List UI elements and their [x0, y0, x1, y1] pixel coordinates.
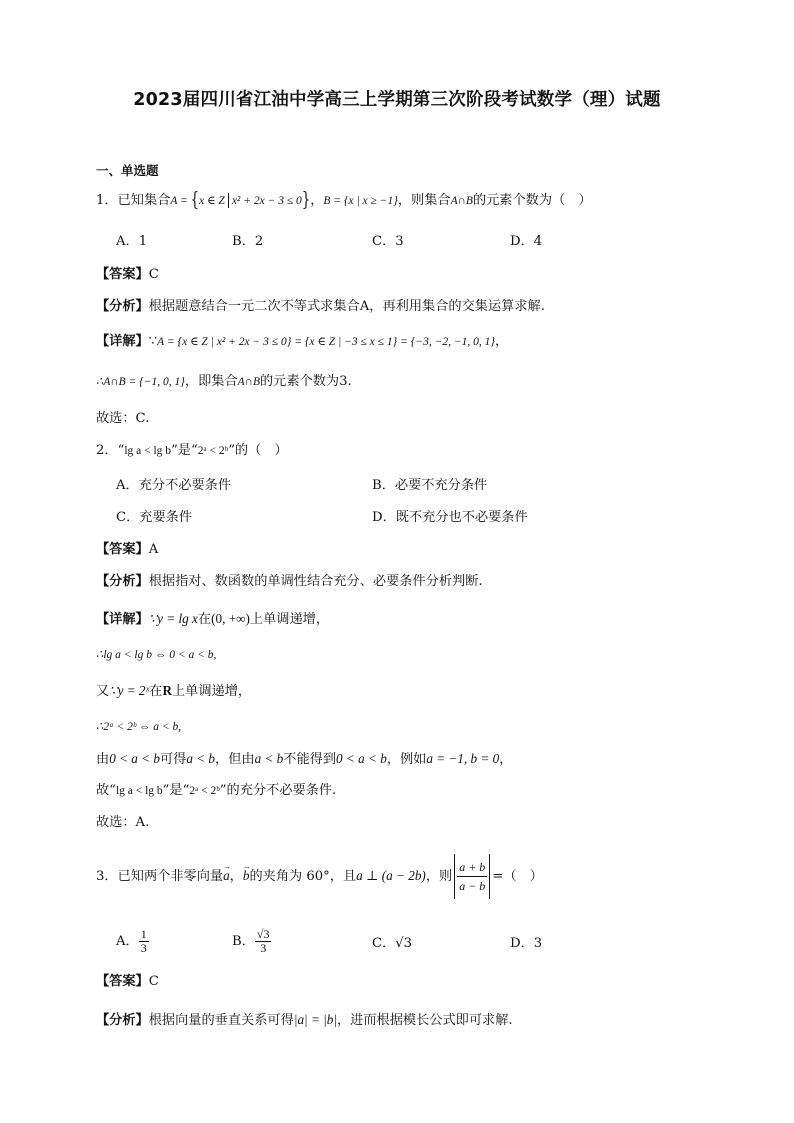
- q3-vec-b: → b: [243, 846, 250, 906]
- q3-analysis-a: 根据向量的垂直关系可得: [148, 1013, 294, 1028]
- q2-answer-value: A: [148, 542, 159, 557]
- q2-option-a: A．充分不必要条件: [116, 478, 232, 493]
- q3-optA-den: 3: [140, 941, 147, 955]
- detail-tag: 【详解】: [96, 612, 149, 627]
- q2-d5-e: ，例如: [386, 752, 427, 767]
- q2-d3-math: ∵y = 2ˣ: [109, 683, 150, 698]
- q1-line2-tail: 的元素个数为3.: [260, 374, 352, 389]
- q2-detail-3: [96, 682, 251, 701]
- q3-analysis-math: |a| = |b|: [293, 1012, 337, 1027]
- q2-cond1: lg a < lg b: [124, 445, 172, 457]
- q1-option-a: A．1: [116, 234, 148, 249]
- q2-d5-m2: a < b: [186, 751, 216, 766]
- q2-choose: 故选：A.: [96, 815, 150, 830]
- q2-d1-text: 在: [197, 612, 212, 627]
- q1-answer-value: C: [148, 267, 159, 282]
- q2-mid: ”是“: [171, 443, 198, 458]
- q2-detail-4: [96, 718, 181, 736]
- q1-option-c: C．3: [372, 234, 404, 249]
- q1-tail2: 的元素个数为（ ）: [472, 193, 592, 208]
- q1-option-d: D．4: [510, 234, 543, 249]
- q2-d5-m4: 0 < a < b: [336, 751, 387, 766]
- q2-d5-f: ，: [499, 752, 513, 767]
- q3-option-a-label: A．: [116, 934, 139, 949]
- q1-answer: [96, 266, 159, 284]
- brace-icon: }: [301, 189, 311, 212]
- q3-answer: [96, 973, 159, 991]
- q2-option-c: C．充要条件: [116, 510, 193, 525]
- q2-d1-interval: (0, +∞): [211, 611, 250, 626]
- q2-d5-b: 可得: [159, 752, 187, 767]
- q2-d1-tail: 上单调递增，: [249, 612, 330, 627]
- q3-optB-num: √3: [256, 927, 270, 941]
- q2-d1-math: ∵y = lg x: [148, 611, 198, 626]
- q2-option-b: B．必要不充分条件: [372, 478, 488, 493]
- q3-analysis: [96, 1011, 513, 1030]
- q2-detail-2: [96, 646, 216, 664]
- q2-d3-pre: 又: [96, 684, 110, 699]
- q2-d5-m3: a < b: [254, 751, 284, 766]
- q3-perp: a ⊥ (a − 2b): [356, 868, 426, 883]
- q2-detail-1: [96, 610, 329, 629]
- q1-detail-line2: [96, 373, 352, 391]
- q2-cond2: 2ᵃ < 2ᵇ: [197, 445, 229, 457]
- q1-option-b: B．2: [232, 234, 264, 249]
- q3-frac-num: a + b: [457, 854, 487, 877]
- q3-then: ，则: [425, 869, 453, 884]
- analysis-tag: 【分析】: [96, 299, 149, 314]
- q1-line2-inter: A∩B: [237, 376, 260, 388]
- q1-tail: ，则集合: [397, 193, 451, 208]
- q3-optA-num: 1: [140, 927, 147, 941]
- q1-detail-end: ，: [494, 334, 509, 349]
- q2-d5-c: ，但由: [215, 752, 255, 767]
- q1-setB: B = {x | x ≥ −1}: [323, 195, 398, 207]
- analysis-tag: 【分析】: [96, 1013, 149, 1028]
- q2-d6-c: ”的充分不必要条件.: [219, 783, 337, 798]
- q3-vec-a: → a: [223, 846, 230, 906]
- q1-analysis-text: 根据题意结合一元二次不等式求集合A，再利用集合的交集运算求解.: [148, 299, 545, 314]
- q3-option-b-fraction: [255, 928, 272, 955]
- analysis-tag: 【分析】: [96, 574, 149, 589]
- q3-option-a: [116, 928, 149, 955]
- answer-tag: 【答案】: [96, 542, 149, 557]
- q3-frac-den: a − b: [459, 879, 486, 893]
- q1-detail: [96, 333, 508, 351]
- q3-stem: [96, 846, 543, 907]
- q2-d6-m2: 2ᵃ < 2ᵇ: [189, 785, 220, 797]
- q1-line2-text: ，即集合: [184, 374, 238, 389]
- q1-analysis: [96, 298, 545, 316]
- detail-tag: 【详解】: [96, 334, 149, 349]
- q2-stem: [96, 442, 288, 460]
- q2-d6-b: ”是“: [162, 783, 190, 798]
- q3-analysis-b: ，进而根据模长公式即可求解.: [337, 1013, 513, 1028]
- q3-mid: 的夹角为 60°，且: [249, 869, 357, 884]
- q2-d4-math: ∴2ᵃ < 2ᵇ ⇔ a < b,: [96, 721, 182, 733]
- q3-option-c: C．√3: [372, 936, 413, 951]
- q3-tail: =（ ）: [492, 869, 543, 884]
- q2-d5-d: 不能得到: [283, 752, 337, 767]
- q3-option-b-label: B．: [232, 934, 255, 949]
- q2-d5-m1: 0 < a < b: [109, 751, 160, 766]
- q2-d5-m5: a = −1, b = 0: [426, 751, 500, 766]
- q2-answer: [96, 541, 158, 559]
- q1-detail-math: A = {x ∈ Z | x² + 2x − 3 ≤ 0} = {x ∈ Z | −3 ≤ x ≤ 1} = {−3, −2, −1, 0, 1}: [157, 336, 495, 348]
- q1-detail-prefix: ∵: [148, 334, 158, 349]
- q2-d3-R: R: [162, 683, 172, 698]
- q1-setA-lhs: A =: [170, 195, 191, 207]
- answer-tag: 【答案】: [96, 267, 149, 282]
- q2-analysis: [96, 573, 483, 591]
- q2-d6-m1: lg a < lg b: [115, 785, 163, 797]
- q1-number: 1．已知集合: [96, 193, 171, 208]
- q3-optB-den: 3: [260, 941, 267, 955]
- q3-number: 3．已知两个非零向量: [96, 869, 224, 884]
- q1-line2-math: ∴A∩B = {−1, 0, 1}: [96, 376, 185, 388]
- q2-number: 2．“: [96, 443, 125, 458]
- q2-d5-a: 由: [96, 752, 110, 767]
- q3-sep: ，: [229, 869, 243, 884]
- q3-ratio-fraction: [454, 854, 490, 899]
- q2-detail-6: [96, 782, 336, 800]
- page-title: 2023届四川省江油中学高三上学期第三次阶段考试数学（理）试题: [133, 90, 661, 110]
- q2-d6-a: 故“: [96, 783, 116, 798]
- q1-intersection: A∩B: [450, 195, 473, 207]
- section-heading: 一、单选题: [96, 163, 159, 178]
- q3-answer-value: C: [148, 974, 159, 989]
- q1-setA-cond: x² + 2x − 3 ≤ 0: [231, 195, 302, 207]
- q2-tail: ”的（ ）: [228, 443, 288, 458]
- q2-option-d: D．既不充分也不必要条件: [372, 510, 528, 525]
- q3-option-b: [232, 928, 271, 955]
- q1-stem: 1．已知集合A = {x ∈ Z x² + 2x − 3 ≤ 0}，B = {x | x ≥ −1}，则集合A∩B的元素个数为（ ）: [96, 192, 592, 210]
- q2-d3-text: 在: [149, 684, 163, 699]
- q2-d3-tail: 上单调递增，: [171, 684, 252, 699]
- answer-tag: 【答案】: [96, 974, 149, 989]
- q3-option-a-fraction: [139, 928, 149, 955]
- brace-icon: {: [190, 189, 200, 212]
- q3-option-d: D．3: [510, 936, 543, 951]
- q2-analysis-text: 根据指对、数函数的单调性结合充分、必要条件分析判断.: [148, 574, 483, 589]
- q1-setA-body: x ∈ Z: [199, 195, 225, 207]
- q1-choose: 故选：C.: [96, 411, 150, 426]
- q2-detail-5: [96, 750, 512, 769]
- q2-d2-math: ∴lg a < lg b ⇔ 0 < a < b,: [96, 649, 217, 661]
